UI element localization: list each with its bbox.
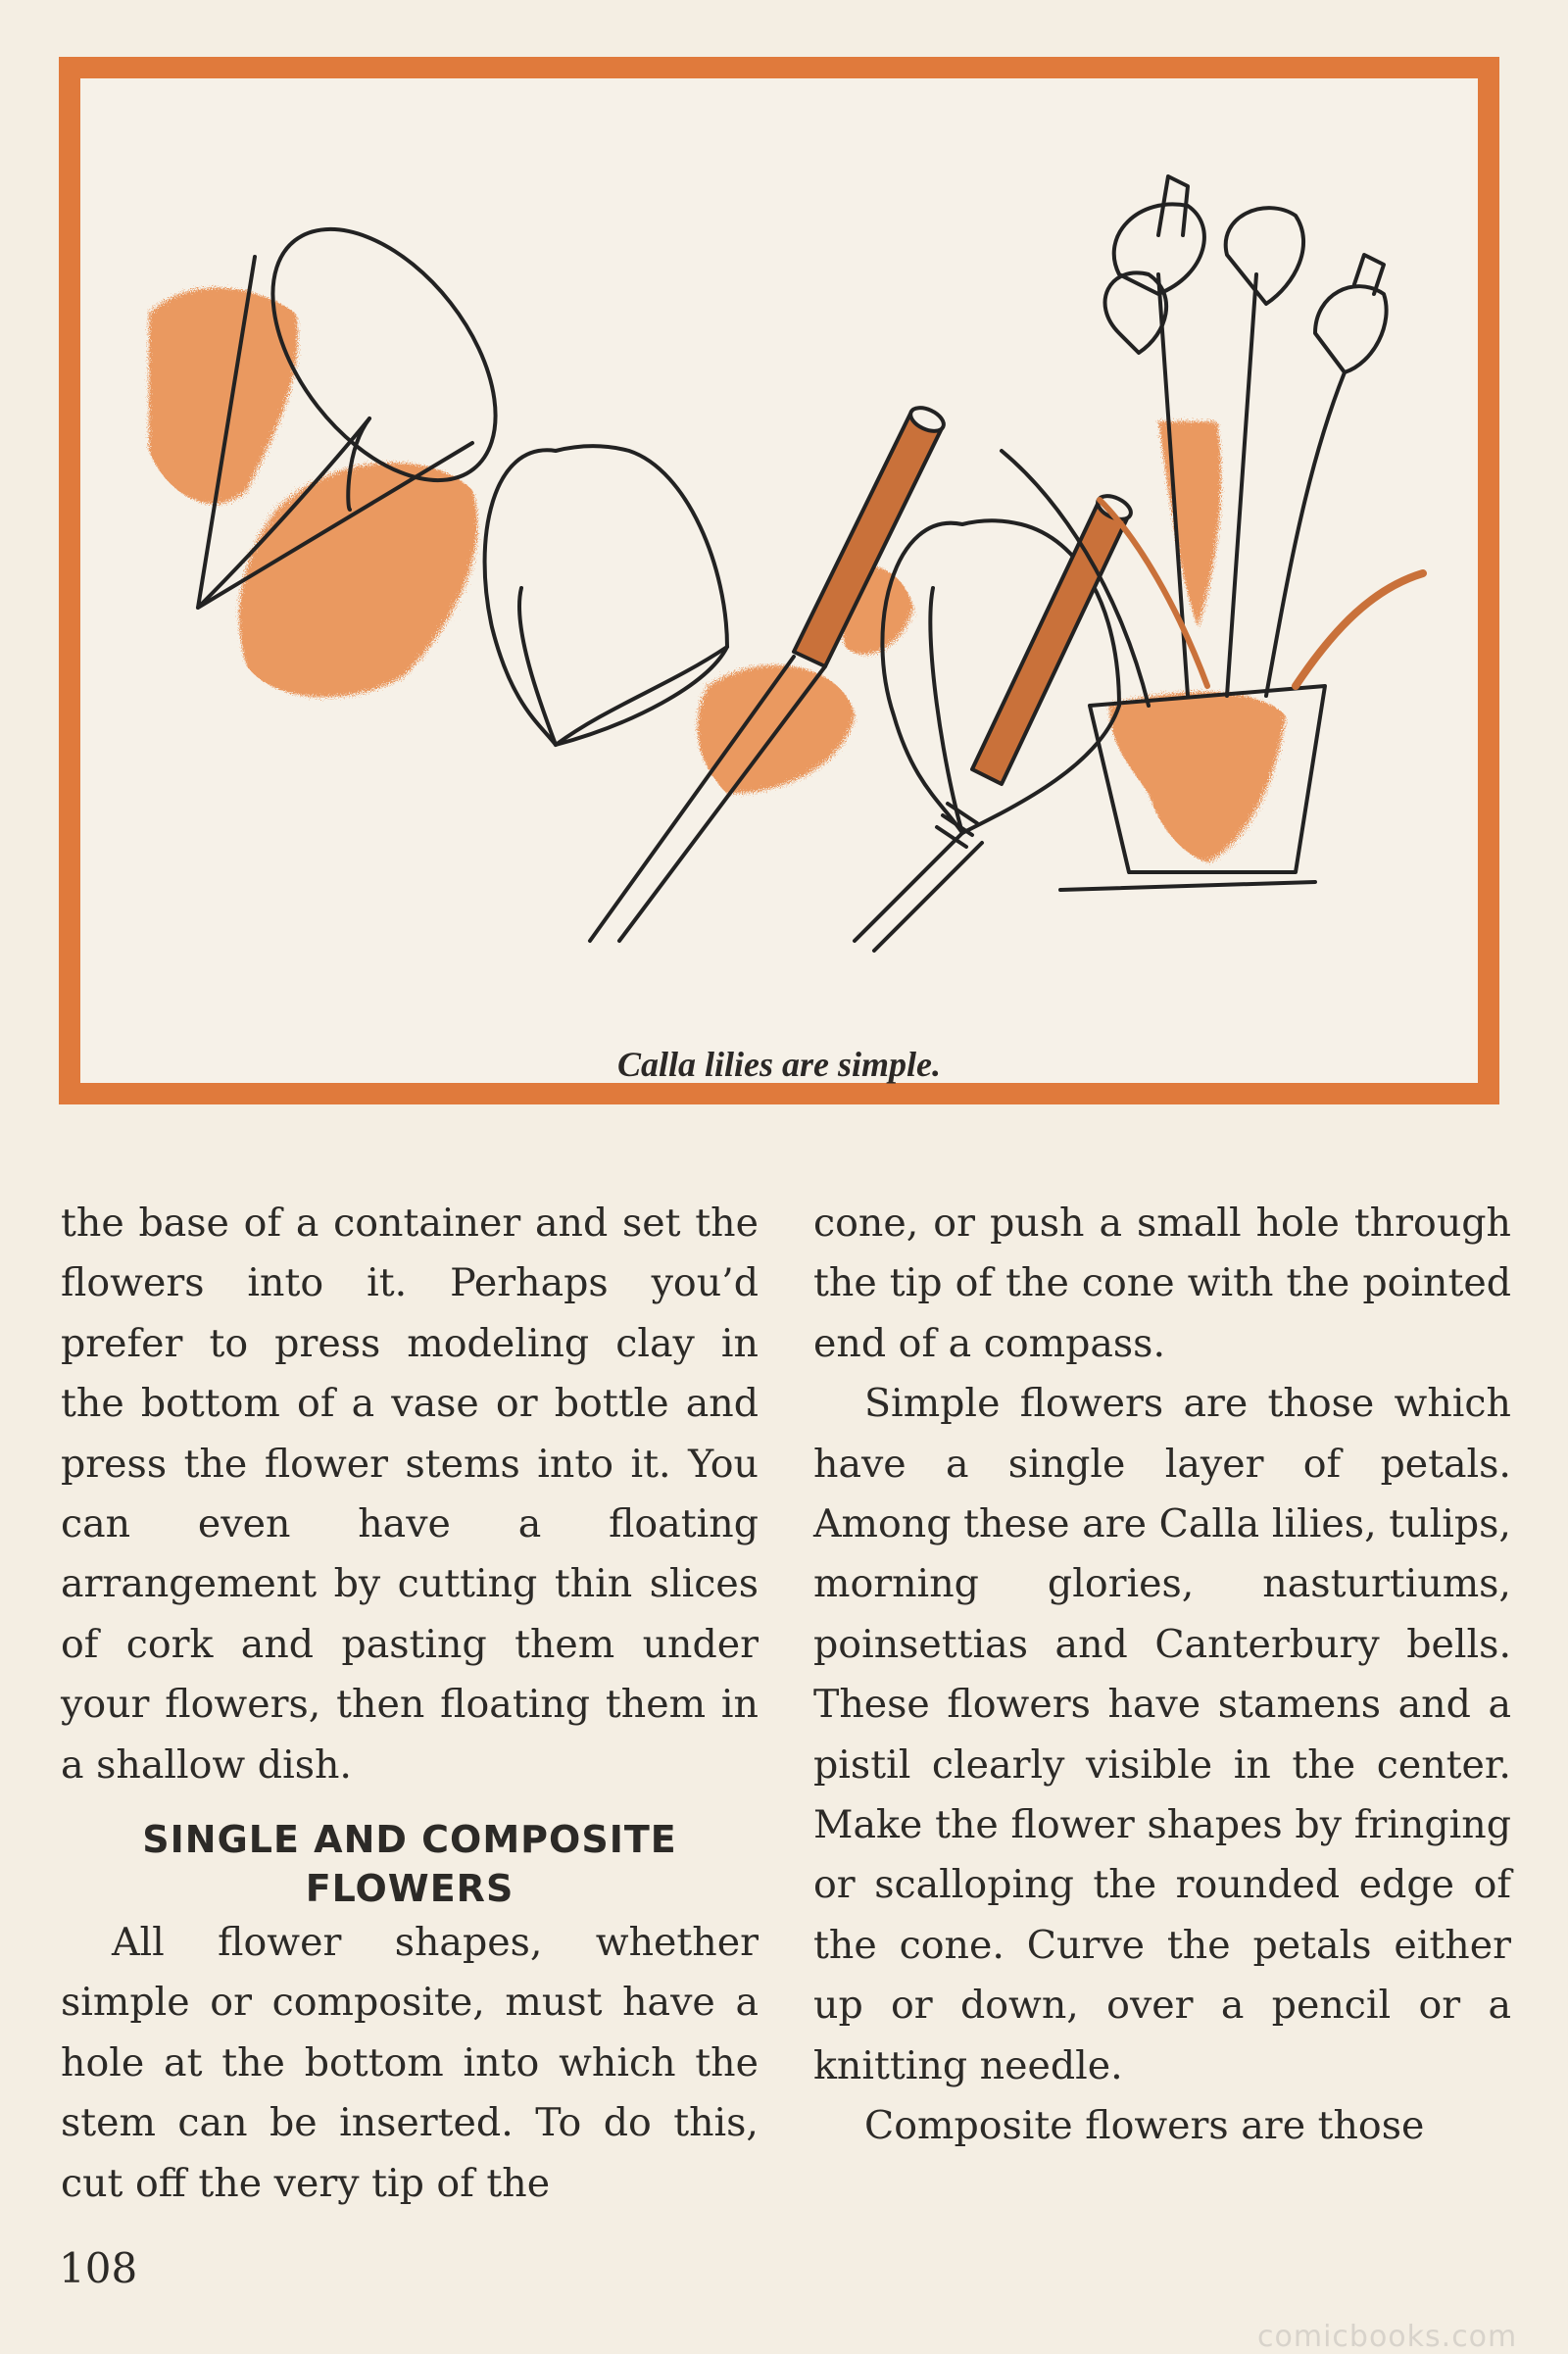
right-paragraph-3: Composite flowers are those: [864, 2103, 1425, 2149]
left-paragraph-1: the base of a container and set the flowers into it. Perhaps you’d prefer to press modeling clay in the bottom of a vase or bottle and press the flower stems into it. You can even have a floating arrangement by cutting thin slices of cork and pasting them under your flowers, then floating them in a shallow dish.: [61, 1201, 759, 1788]
right-column: [813, 1194, 1511, 2157]
right-paragraph-2: Simple flowers are those which have a single layer of petals. Among these are Calla lilies, tulips, morning glories, nasturtiums, poinsettias and Canterbury bells. These flowers have stamens and a pistil clearly visible in the center. Make the flower shapes by fringing or scalloping the rounded edge of the cone. Curve the petals either up or down, over a pencil or a knitting needle.: [813, 1381, 1511, 2088]
left-paragraph-2: All flower shapes, whether simple or composite, must have a hole at the bottom into which the stem can be inserted. To do this, cut off the very tip of the: [61, 1920, 759, 2206]
watermark: comicbooks.com: [1257, 2320, 1518, 2354]
right-paragraph-1: cone, or push a small hole through the tip of the cone with the pointed end of a compass.: [813, 1201, 1511, 1366]
section-heading: SINGLE AND COMPOSITE FLOWERS: [142, 1818, 677, 1911]
calla-lily-illustration: [80, 78, 1478, 1083]
left-column: [61, 1194, 759, 2214]
figure-caption: Calla lilies are simple.: [617, 1045, 941, 1084]
illustration-frame: [59, 57, 1499, 1104]
page-number: 108: [59, 2244, 138, 2292]
